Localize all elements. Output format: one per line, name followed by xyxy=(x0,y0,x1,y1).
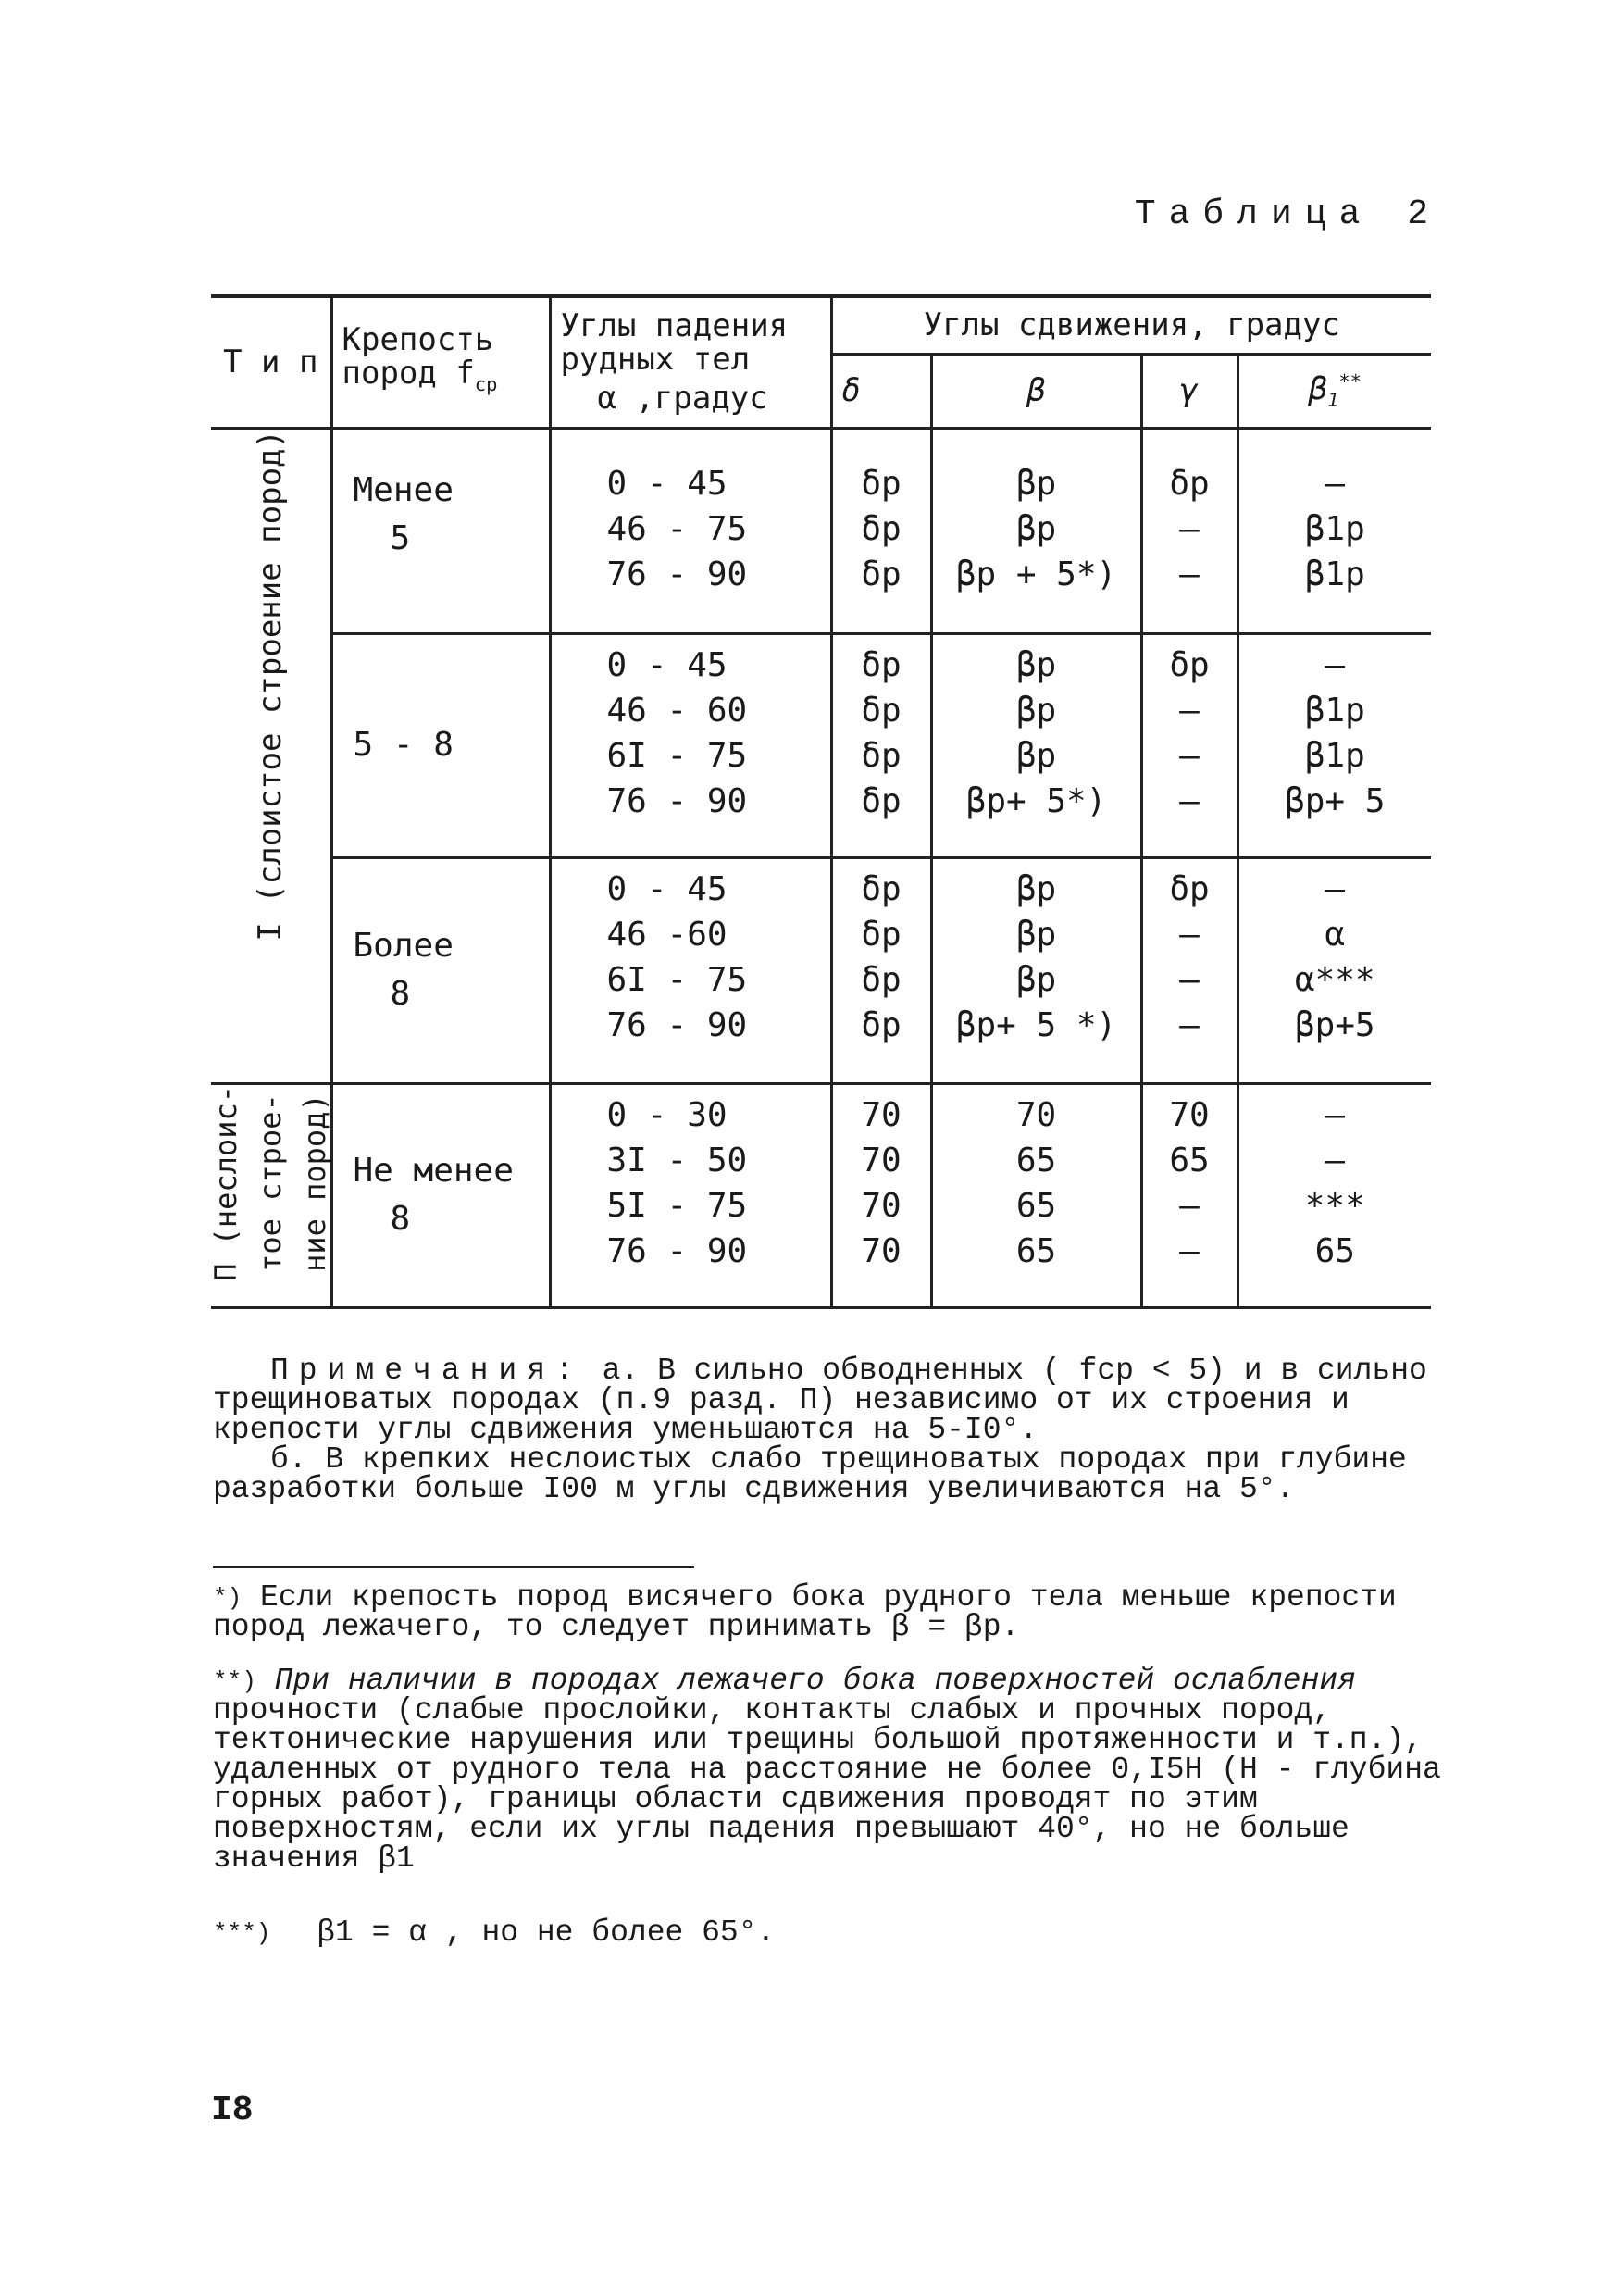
dip-cell: 0 - 45 46 - 60 6I - 75 76 - 90 xyxy=(550,633,831,857)
footnote-3-text: β1 = α , но не более 65°. xyxy=(317,1915,776,1950)
beta-cell: βр βр βр + 5*) xyxy=(931,428,1141,633)
gamma-cell: δр – – – xyxy=(1141,857,1238,1083)
dip-cell: 0 - 45 46 -60 6I - 75 76 - 90 xyxy=(550,857,831,1083)
header-shift-angles: Углы сдвижения, градус xyxy=(831,296,1431,354)
strength-cell: 5 - 8 xyxy=(331,633,550,857)
footnote-2-lead: При наличии в породах лежачего бока поверхностей ослабления xyxy=(274,1664,1357,1698)
note-b: б. В крепких неслоистых слабо трещиноватых породах при глубине разработки больше I00 м углы сдвижения увеличиваются на 5°. xyxy=(213,1442,1407,1506)
beta1-cell: – β1р β1р βр+ 5 xyxy=(1238,633,1431,857)
delta-cell: δр δр δр xyxy=(831,428,931,633)
gamma-cell: δр – – – xyxy=(1141,633,1238,857)
footnote-1 xyxy=(213,1580,1444,1644)
strength-cell: Более 8 xyxy=(331,857,550,1083)
footnote-2-text: прочности (слабые прослойки, контакты слабых и прочных пород, тектонические нарушения или трещины большой протяженности и т.п.), удаленных от рудного тела на расстояние не более 0,I5H (Н - глубина горных работ), границы области сдвижения проводят по этим поверхностям, если их углы падения превышают 40°, но не больше значения β1 xyxy=(213,1693,1441,1876)
header-type: Т и п xyxy=(211,296,331,428)
gamma-cell: 70 65 – – xyxy=(1141,1083,1238,1307)
table-title: Таблица 2 xyxy=(1134,194,1441,234)
beta1-cell: – α α*** βр+5 xyxy=(1238,857,1431,1083)
header-strength: Крепость пород $f_{ср}$ xyxy=(331,296,550,428)
dip-cell: 0 - 45 46 - 75 76 - 90 xyxy=(550,428,831,633)
page-number: I8 xyxy=(211,2090,254,2130)
footnote-1-mark: *) xyxy=(213,1584,243,1612)
footnote-2 xyxy=(213,1666,1444,1874)
footnote-divider xyxy=(213,1566,694,1568)
header-gamma: γ xyxy=(1141,354,1238,428)
type-1-label: I (слоистое строение пород) xyxy=(211,428,331,1083)
footnote-3 xyxy=(213,1915,1444,1950)
beta-cell: βр βр βр βр+ 5*) xyxy=(931,633,1141,857)
beta1-cell: – β1р β1р xyxy=(1238,428,1431,633)
dip-cell: 0 - 30 3I - 50 5I - 75 76 - 90 xyxy=(550,1083,831,1307)
header-beta: β xyxy=(931,354,1141,428)
footnote-2-mark: **) xyxy=(213,1667,256,1695)
delta-cell: 70 70 70 70 xyxy=(831,1083,931,1307)
type-2-label: П (неслоис- тое строе- ние пород) xyxy=(211,1083,331,1307)
delta-cell: δр δр δр δр xyxy=(831,857,931,1083)
beta-cell: 70 65 65 65 xyxy=(931,1083,1141,1307)
beta1-cell: – – *** 65 xyxy=(1238,1083,1431,1307)
beta-cell: βр βр βр βр+ 5 *) xyxy=(931,857,1141,1083)
footnote-3-mark: ***) xyxy=(213,1919,271,1947)
header-delta: δ xyxy=(831,354,931,428)
note-a: Примечания: а. В сильно обводненных ( fср < 5) и в сильно трещиноватых породах (п.9 разд. П) независимо от их строения и крепости углы сдвижения уменьшаются на 5-I0°. xyxy=(213,1354,1427,1447)
delta-cell: δр δр δр δр xyxy=(831,633,931,857)
gamma-cell: δр – – xyxy=(1141,428,1238,633)
header-dip-angles: Углы падения рудных тел α ,градус xyxy=(550,296,831,428)
strength-cell: Не менее 8 xyxy=(331,1083,550,1307)
footnote-1-text: Если крепость пород висячего бока рудного тела меньше крепости пород лежачего, то следует принимать β = βр. xyxy=(213,1580,1397,1644)
strength-cell: Менее 5 xyxy=(331,428,550,633)
header-beta1: $\beta_1^{**}$ xyxy=(1238,354,1431,428)
notes-block xyxy=(213,1356,1435,1504)
shift-angles-table xyxy=(208,294,1431,1309)
